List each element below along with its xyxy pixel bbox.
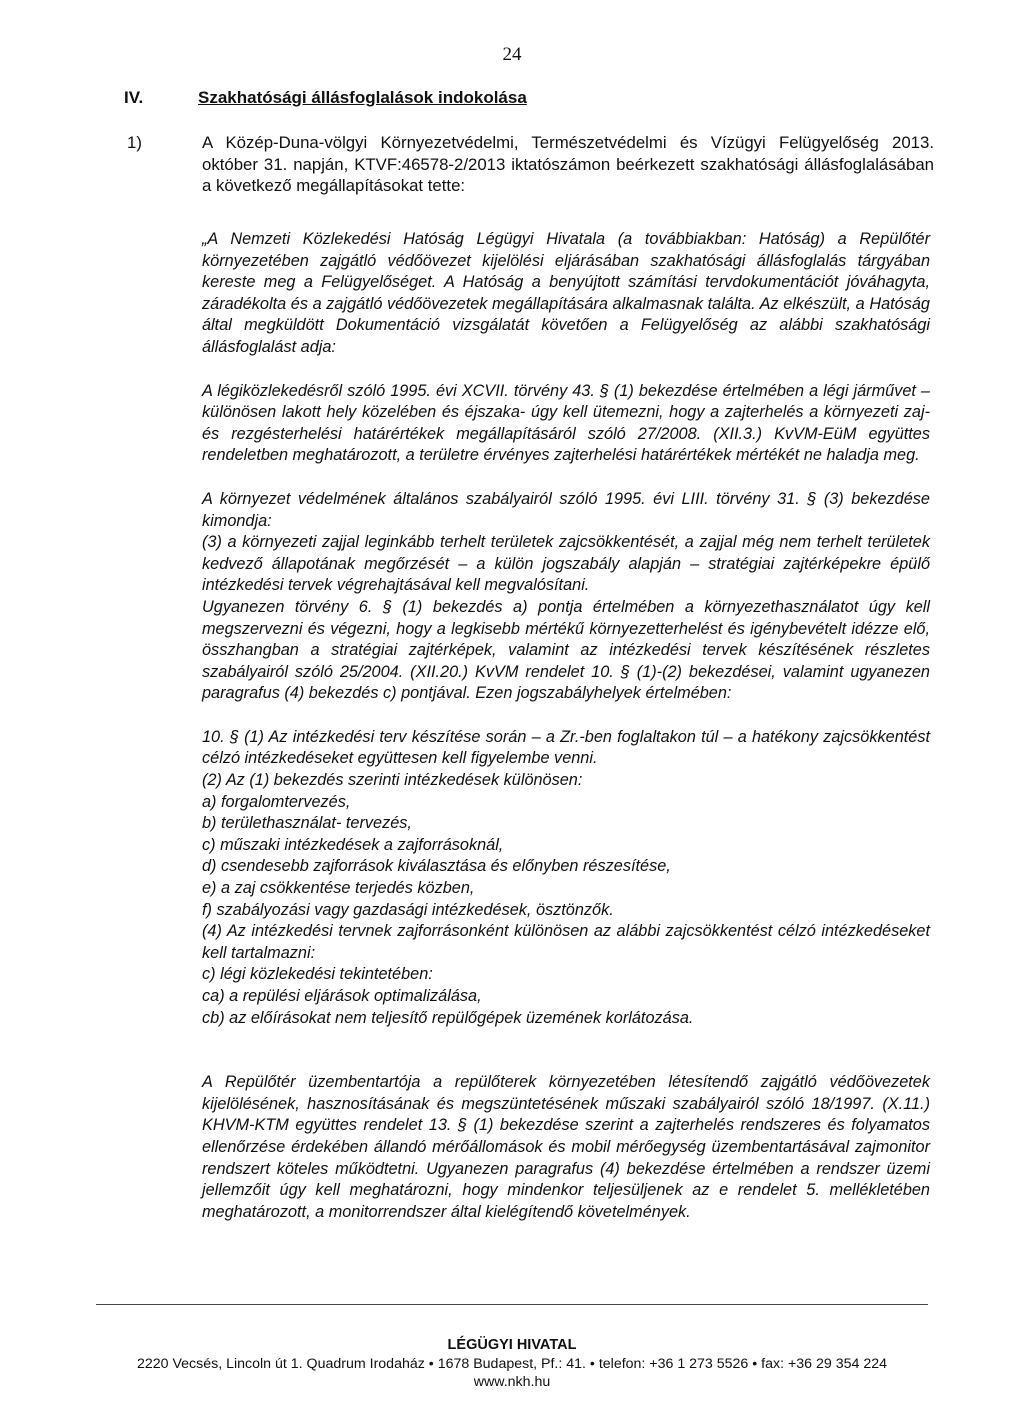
section-title: Szakhatósági állásfoglalások indokolása [198, 88, 527, 107]
quoted-statement [202, 229, 930, 1223]
footer [0, 1336, 1024, 1392]
page-number: 24 [502, 44, 522, 65]
quote-paragraph-environment-act: A környezet védelmének általános szabályairól szóló 1995. évi LIII. törvény 31. § (3) bekezdése kimondja: [202, 489, 930, 530]
section-heading [124, 88, 924, 108]
footer-website: www.nkh.hu [473, 1374, 551, 1390]
section-roman-numeral: IV. [124, 88, 144, 107]
quote-paragraph-aviation-act: A légiközlekedésről szóló 1995. évi XCVII. törvény 43. § (1) bekezdése értelmében a légi járművet – különösen lakott hely közelében és éjszaka- úgy kell ütemezni, hogy a zajterhelés a környezeti zaj-és rezgésterhelési határértékek megállapításáról szóló 27/2008. (XII.3.) KvVM-EüM együttes rendeletben meghatározott, a területre érvényes zajterhelési határértékek mértékét ne haladja meg. [202, 381, 930, 465]
item-text: A Közép-Duna-völgyi Környezetvédelmi, Természetvédelmi és Vízügyi Felügyelőség 2013. október 31. napján, KTVF:46578-2/2013 iktatószámon beérkezett szakhatósági állásfoglalásában a következő megállapításokat tette: [202, 133, 934, 195]
quote-paragraph-10-1: 10. § (1) Az intézkedési terv készítése során – a Zr.-ben foglaltakon túl – a hatékony zajcsökkentést célzó intézkedéseket együttesen kell figyelembe venni. [202, 727, 930, 768]
footer-address: 2220 Vecsés, Lincoln út 1. Quadrum Irodaház • 1678 Budapest, Pf.: 41. • telefon: +36 1 273 5526 • fax: +36 29 354 224 [136, 1355, 888, 1372]
list-item-b: b) területhasználat- tervezés, [202, 814, 412, 833]
footer-organization: LÉGÜGYI HIVATAL [447, 1337, 577, 1353]
list-item-d: d) csendesebb zajforrások kiválasztása és előnyben részesítése, [202, 857, 671, 876]
list-item-cb: cb) az előírásokat nem teljesítő repülőgépek üzemének korlátozása. [202, 1008, 694, 1027]
list-item-c-air: c) légi közlekedési tekintetében: [202, 965, 433, 984]
quote-paragraph-intro: „A Nemzeti Közlekedési Hatóság Légügyi Hivatala (a továbbiakban: Hatóság) a Repülőtér környezetében zajgátló védőövezet kijelölési eljárásában szakhatósági állásfoglalás tárgyában kereste meg a Felügyelőséget. A Hatóság a benyújtott számítási tervdokumentációt jóváhagyta, záradékolta és a zajgátló védőövezetek megállapítására alkalmasnak találta. Az elkészült, a Hatóság által megküldött Dokumentáció vizsgálatát követően a Felügyelőség az alábbi szakhatósági állásfoglalást adja: [202, 230, 930, 356]
quote-paragraph-6-1: Ugyanezen törvény 6. § (1) bekezdés a) pontja értelmében a környezethasználatot úgy kell megszervezni és végezni, hogy a legkisebb mértékű környezetterhelést és igénybevételt idézze elő, összhangban a stratégiai zajtérképek, valamint az intézkedési tervek készítésének részletes szabályairól szóló 25/2004. (XII.20.) KvVM rendelet 10. § (1)-(2) bekezdései, valamint ugyanezen paragrafus (4) bekezdés c) pontjával. Ezen jogszabályhelyek értelmében: [202, 597, 930, 703]
footer-divider [96, 1304, 928, 1305]
list-item-e: e) a zaj csökkentése terjedés közben, [202, 879, 475, 898]
list-item-c: c) műszaki intézkedések a zajforrásoknál, [202, 835, 504, 854]
quote-paragraph-31-3: (3) a környezeti zajjal leginkább terhelt területek zajcsökkentését, a zajjal még nem terhelt területek kedvező állapotának megőrzését – a külön jogszabály alapján – stratégiai zajtérképekre épülő intézkedési tervek végrehajtásával kell megvalósítani. [202, 533, 930, 595]
numbered-item [124, 132, 934, 213]
quote-paragraph-10-4: (4) Az intézkedési tervnek zajforrásonként különösen az alábbi zajcsökkentést célzó intézkedéseket kell tartalmazni: [202, 922, 930, 962]
quote-paragraph-10-2: (2) Az (1) bekezdés szerinti intézkedések különösen: [202, 771, 583, 790]
list-item-ca: ca) a repülési eljárások optimalizálása, [202, 987, 482, 1005]
quote-paragraph-operator: A Repülőtér üzembentartója a repülőterek környezetében létesítendő zajgátló védőövezetek kijelölésének, hasznosításának és megszüntetésének műszaki szabályairól szóló 18/1997. (X.11.) KHVM-KTM együttes rendelet 13. § (1) bekezdése szerint a zajterhelés rendszeres és folyamatos ellenőrzése érdekében állandó mérőállomások és mobil mérőegység üzembentartásával zajmonitor rendszert köteles működtetni. Ugyanezen paragrafus (4) bekezdése értelmében a rendszer üzemi jellemzőit úgy kell meghatározni, hogy mindenkor teljesüljenek az e rendelet 5. mellékletében meghatározott, a monitorrendszer által kielégítendő követelmények. [202, 1073, 930, 1221]
item-number: 1) [127, 133, 142, 152]
list-item-a: a) forgalomtervezés, [202, 792, 351, 811]
list-item-f: f) szabályozási vagy gazdasági intézkedések, ösztönzők. [202, 900, 614, 919]
